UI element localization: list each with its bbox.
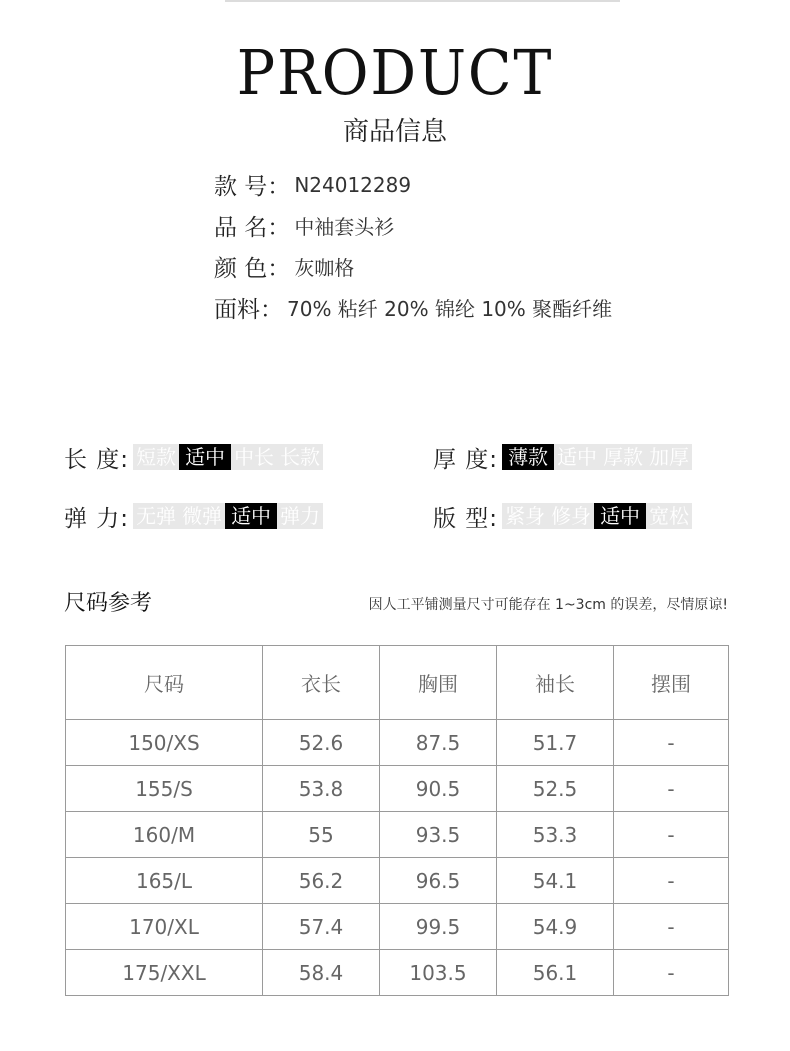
table-cell: - (614, 904, 729, 950)
table-cell: 160/M (66, 812, 263, 858)
table-cell: 175/XXL (66, 950, 263, 996)
table-cell: - (614, 950, 729, 996)
attr-scale (502, 444, 692, 470)
info-value: 70% 粘纤 20% 锦纶 10% 聚酯纤维 (287, 297, 613, 321)
table-cell: 96.5 (380, 858, 497, 904)
table-cell: 53.8 (263, 766, 380, 812)
info-label: 颜 色： (214, 256, 291, 282)
info-row-product-name (214, 205, 694, 246)
table-cell: 57.4 (263, 904, 380, 950)
table-cell: 56.1 (497, 950, 614, 996)
table-cell: 51.7 (497, 720, 614, 766)
attr-label: 长 度: (64, 446, 130, 473)
table-row (66, 858, 729, 904)
attr-scale (502, 503, 692, 529)
attr-option: 弹力 (280, 504, 321, 528)
attr-option: 厚款 (603, 445, 644, 469)
attr-option: 薄款 (502, 444, 554, 470)
column-header: 胸围 (380, 646, 497, 720)
attr-thickness (433, 442, 692, 472)
size-chart-title: 尺码参考 (64, 591, 153, 616)
table-cell: - (614, 766, 729, 812)
table-cell: 54.9 (497, 904, 614, 950)
table-cell: 93.5 (380, 812, 497, 858)
attr-option: 无弹 (136, 504, 177, 528)
info-value: 中袖套头衫 (294, 215, 395, 239)
attr-option: 长款 (280, 445, 321, 469)
column-header: 袖长 (497, 646, 614, 720)
column-header: 衣长 (263, 646, 380, 720)
column-header: 摆围 (614, 646, 729, 720)
table-cell: 58.4 (263, 950, 380, 996)
table-cell: - (614, 720, 729, 766)
table-cell: 103.5 (380, 950, 497, 996)
info-row-style-number (214, 164, 694, 205)
info-value: 灰咖格 (294, 256, 355, 280)
table-cell: 155/S (66, 766, 263, 812)
attr-option: 紧身 (505, 504, 546, 528)
top-divider (225, 0, 620, 2)
attr-fit (433, 501, 692, 531)
attr-option: 适中 (225, 503, 277, 529)
table-cell: 150/XS (66, 720, 263, 766)
info-label: 品 名： (214, 215, 291, 241)
product-info (214, 164, 694, 328)
attr-label: 弹 力: (64, 505, 130, 532)
page-title: PRODUCT (236, 36, 554, 109)
table-cell: 90.5 (380, 766, 497, 812)
attr-label: 版 型: (433, 505, 499, 532)
attr-option: 短款 (136, 445, 177, 469)
table-row (66, 720, 729, 766)
attr-scale (133, 444, 323, 470)
page-subtitle: 商品信息 (342, 117, 447, 147)
attr-length (64, 442, 323, 472)
table-cell: 52.5 (497, 766, 614, 812)
table-header-row (66, 646, 729, 720)
attr-option: 适中 (594, 503, 646, 529)
table-cell: 52.6 (263, 720, 380, 766)
table-cell: 55 (263, 812, 380, 858)
table-row (66, 950, 729, 996)
attr-elasticity (64, 501, 323, 531)
table-row (66, 766, 729, 812)
attr-scale (133, 503, 323, 529)
attr-option: 宽松 (649, 504, 690, 528)
attr-option: 修身 (551, 504, 592, 528)
table-cell: 54.1 (497, 858, 614, 904)
table-body (66, 720, 729, 996)
attr-option: 适中 (179, 444, 231, 470)
table-cell: - (614, 812, 729, 858)
table-cell: - (614, 858, 729, 904)
table-cell: 99.5 (380, 904, 497, 950)
attr-label: 厚 度: (433, 446, 499, 473)
table-cell: 170/XL (66, 904, 263, 950)
table-row (66, 904, 729, 950)
attr-option: 微弹 (182, 504, 223, 528)
info-row-fabric (214, 287, 694, 328)
table-cell: 56.2 (263, 858, 380, 904)
table-row (66, 812, 729, 858)
measurement-note: 因人工平铺测量尺寸可能存在 1~3cm 的误差，尽情原谅! (368, 597, 728, 613)
info-label: 款 号： (214, 174, 291, 200)
attr-option: 适中 (557, 445, 598, 469)
info-label: 面料： (214, 297, 283, 323)
column-header: 尺码 (66, 646, 263, 720)
attr-option: 中长 (234, 445, 275, 469)
info-value: N24012289 (294, 172, 412, 197)
table-cell: 53.3 (497, 812, 614, 858)
table-cell: 87.5 (380, 720, 497, 766)
info-row-color (214, 246, 694, 287)
table-cell: 165/L (66, 858, 263, 904)
attr-option: 加厚 (649, 445, 690, 469)
size-table (65, 645, 729, 996)
